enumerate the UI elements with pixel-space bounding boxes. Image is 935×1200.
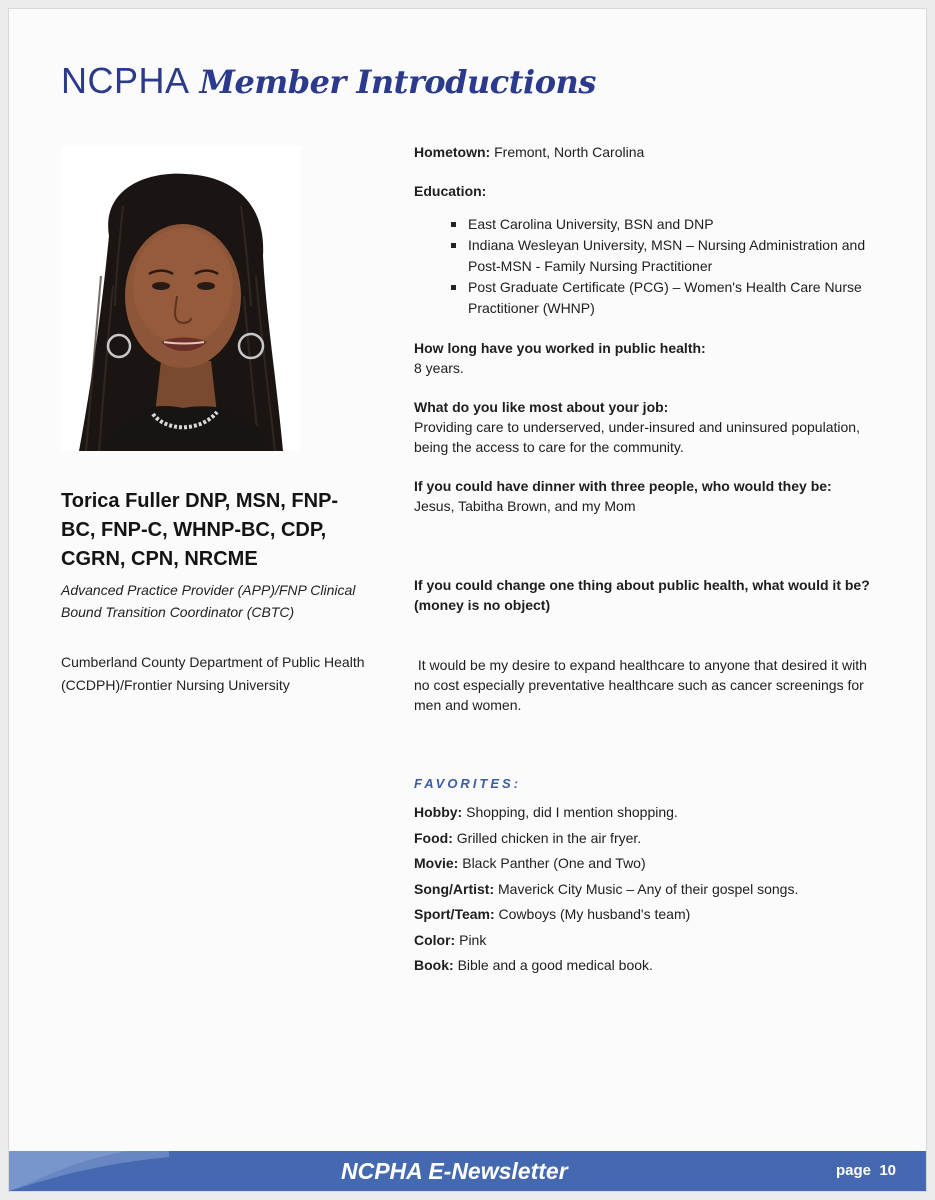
profile-details: [414, 142, 884, 981]
qa-question: What do you like most about your job:: [414, 399, 669, 415]
favorite-item: [414, 853, 884, 873]
favorite-label: Hobby:: [414, 804, 463, 820]
qa-job: [414, 397, 884, 457]
favorite-item: [414, 904, 884, 924]
member-photo: [61, 146, 301, 451]
favorite-label: Sport/Team:: [414, 906, 495, 922]
footer-swoosh-decoration: [9, 1151, 169, 1191]
footer-title: NCPHA E-Newsletter: [341, 1158, 568, 1184]
favorite-item: [414, 930, 884, 950]
hometown-value: Fremont, North Carolina: [494, 144, 645, 160]
favorite-label: Song/Artist:: [414, 880, 495, 897]
favorite-item: [414, 955, 884, 975]
qa-change: [414, 535, 884, 755]
member-name: Torica Fuller DNP, MSN, FNP-BC, FNP-C, WHNP-BC, CDP, CGRN, CPN, NRCME: [61, 490, 339, 570]
favorite-value: Maverick City Music – Any of their gospel songs.: [498, 880, 799, 897]
qa-answer: Providing care to underserved, under-insured and uninsured population, being the access to care for the community.: [414, 419, 860, 455]
education-list: [451, 214, 884, 319]
favorite-label: Color:: [414, 931, 456, 948]
title-section: Member Introductions: [199, 63, 596, 101]
education-item: Post Graduate Certificate (PCG) – Women's Health Care Nurse Practitioner (WHNP): [451, 277, 884, 319]
title-brand: NCPHA: [61, 60, 190, 101]
newsletter-page: [8, 8, 927, 1192]
hometown-block: [414, 142, 884, 162]
page-number: [836, 1161, 896, 1181]
page-label: page: [835, 1162, 871, 1179]
page-number-value: 10: [879, 1162, 896, 1179]
favorite-label: Food:: [414, 829, 453, 846]
favorite-item: [414, 879, 884, 899]
education-label: Education:: [414, 183, 487, 199]
hometown-label: Hometown:: [414, 144, 491, 160]
qa-dinner: [414, 476, 884, 516]
education-item: Indiana Wesleyan University, MSN – Nursing Administration and Post-MSN - Family Nursing Practitioner: [451, 235, 884, 277]
qa-question: If you could change one thing about public health, what would it be? (money is no object): [414, 577, 874, 613]
favorite-label: Movie:: [414, 855, 459, 871]
qa-question: If you could have dinner with three people, who would they be:: [414, 478, 832, 494]
favorite-item: [414, 802, 884, 822]
favorite-value: Pink: [459, 931, 487, 948]
qa-answer: It would be my desire to expand healthcare to anyone that desired it with no cost especially preventative healthcare such as cancer screenings for men and women.: [414, 657, 871, 713]
favorite-item: [414, 828, 884, 848]
qa-years: [414, 338, 884, 378]
qa-answer: Jesus, Tabitha Brown, and my Mom: [414, 498, 636, 514]
education-block: [414, 181, 884, 319]
favorite-value: Grilled chicken in the air fryer.: [456, 829, 642, 846]
favorites-heading: FAVORITES:: [414, 776, 522, 791]
qa-question: How long have you worked in public health:: [414, 340, 706, 356]
favorite-value: Bible and a good medical book.: [457, 957, 653, 973]
favorite-value: Black Panther (One and Two): [462, 855, 646, 871]
favorite-value: Cowboys (My husband's team): [498, 906, 691, 922]
qa-answer: 8 years.: [414, 360, 464, 376]
education-item: East Carolina University, BSN and DNP: [451, 214, 884, 235]
favorite-label: Book:: [414, 957, 454, 973]
page-title: [61, 59, 596, 104]
member-role: Advanced Practice Provider (APP)/FNP Clinical Bound Transition Coordinator (CBTC): [61, 582, 356, 620]
member-organization: Cumberland County Department of Public Health (CCDPH)/Frontier Nursing University: [61, 654, 365, 693]
page-footer: [9, 1151, 927, 1191]
favorite-value: Shopping, did I mention shopping.: [466, 804, 678, 820]
